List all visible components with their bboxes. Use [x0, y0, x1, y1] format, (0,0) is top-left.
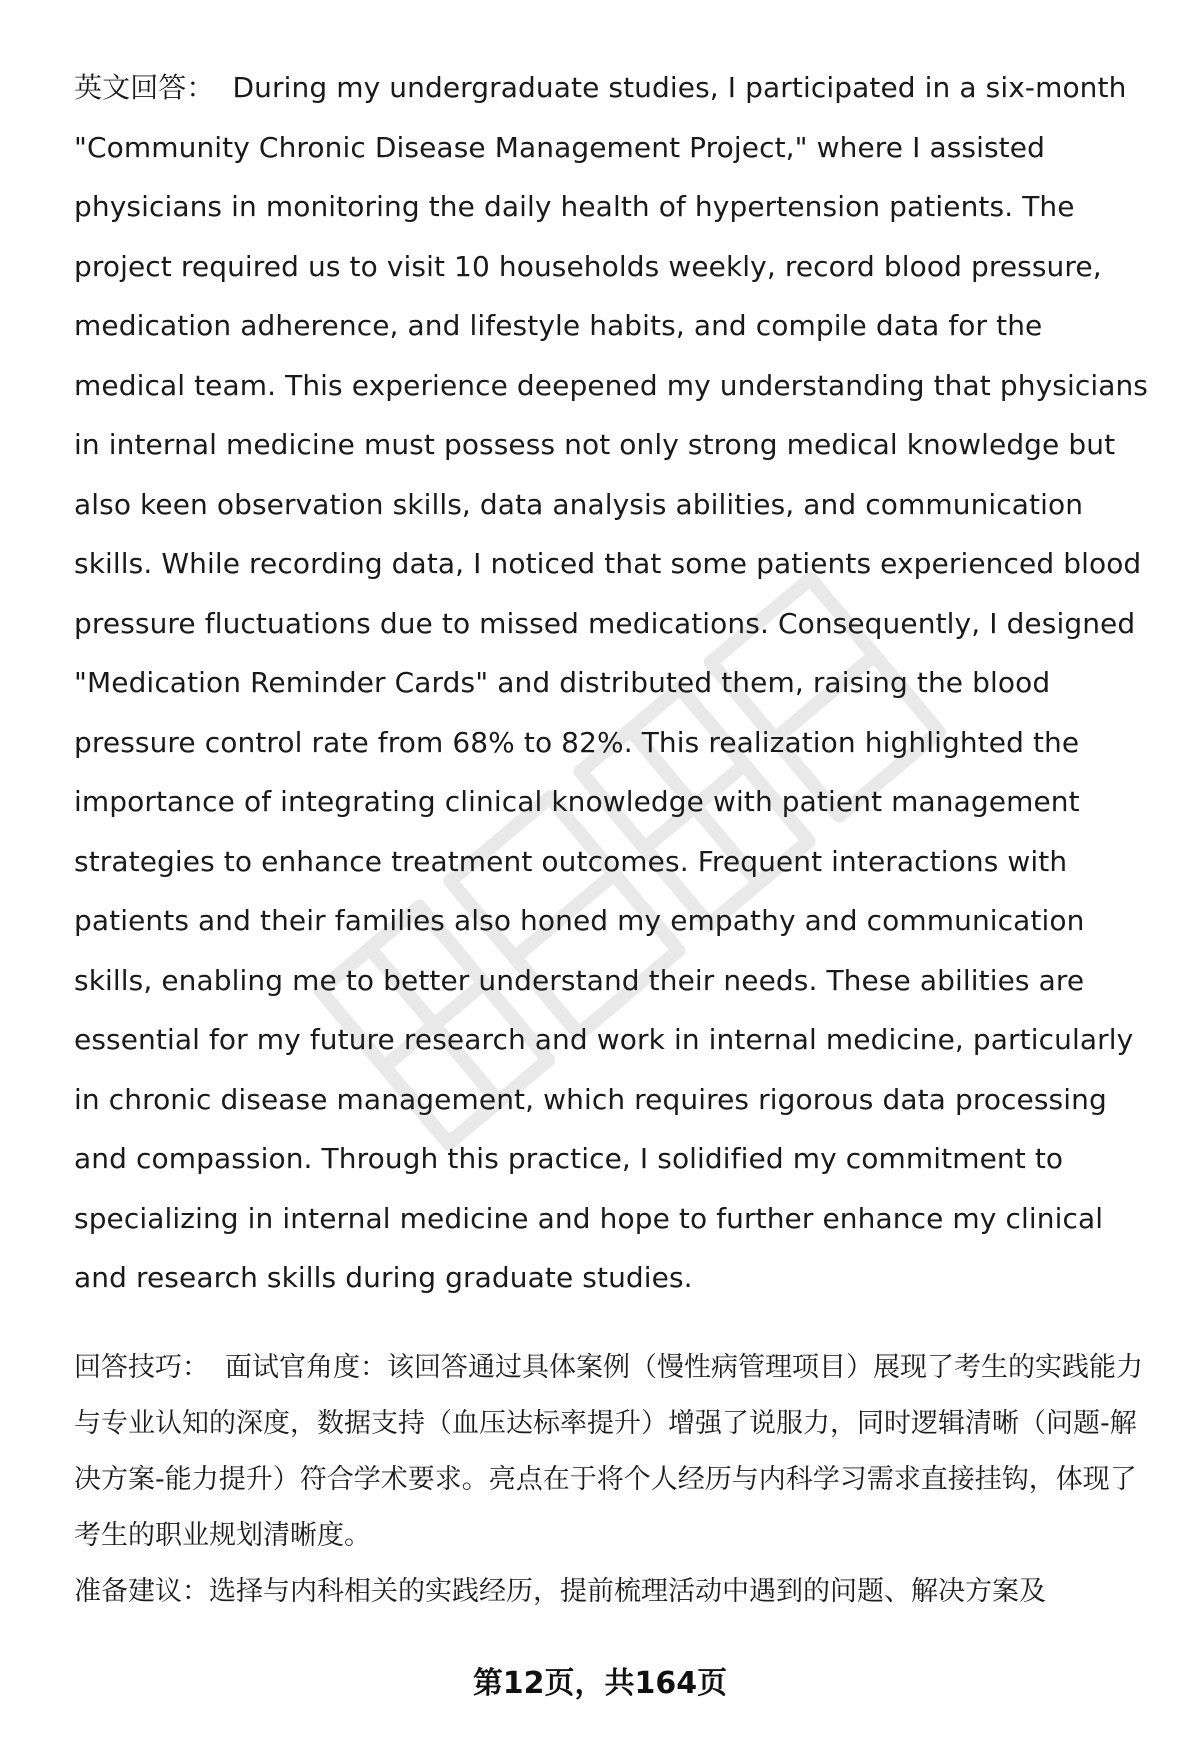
answer-tips-label: 回答技巧：	[74, 1351, 209, 1383]
answer-tips-section	[74, 1340, 1154, 1620]
document-body	[74, 58, 1154, 1620]
english-answer-label: 英文回答：	[74, 71, 215, 104]
preparation-advice-text: 选择与内科相关的实践经历，提前梳理活动中遇到的问题、解决方案及	[209, 1575, 1046, 1607]
answer-tips-text: 面试官角度：该回答通过具体案例（慢性病管理项目）展现了考生的实践能力与专业认知的深度，数据支持（血压达标率提升）增强了说服力，同时逻辑清晰（问题-解决方案-能力提升）符合学术要求。亮点在于将个人经历与内科学习需求直接挂钩，体现了考生的职业规划清晰度。	[74, 1351, 1143, 1551]
preparation-advice-label: 准备建议：	[74, 1575, 209, 1607]
english-answer-paragraph	[74, 58, 1154, 1308]
english-answer-text: During my undergraduate studies, I participated in a six-month "Community Chronic Disease Management Project," where I assisted physicians in monitoring the daily health of hypertension patients. The project required us to visit 10 households weekly, record blood pressure, medication adherence, and lifestyle habits, and compile data for the medical team. This experience deepened my understanding that physicians in internal medicine must possess not only strong medical knowledge but also keen observation skills, data analysis abilities, and communication skills. While recording data, I noticed that some patients experienced blood pressure fluctuations due to missed medications. Consequently, I designed "Medication Reminder Cards" and distributed them, raising the blood pressure control rate from 68% to 82%. This realization highlighted the importance of integrating clinical knowledge with patient management strategies to enhance treatment outcomes. Frequent interactions with patients and their families also honed my empathy and communication skills, enabling me to better understand their needs. These abilities are essential for my future research and work in internal medicine, particularly in chronic disease management, which requires rigorous data processing and compassion. Through this practice, I solidified my commitment to specializing in internal medicine and hope to further enhance my clinical and research skills during graduate studies.	[74, 71, 1148, 1294]
preparation-advice-paragraph	[74, 1564, 1154, 1620]
answer-tips-paragraph	[74, 1340, 1154, 1564]
page-number-footer: 第12页，共164页	[472, 1666, 728, 1701]
